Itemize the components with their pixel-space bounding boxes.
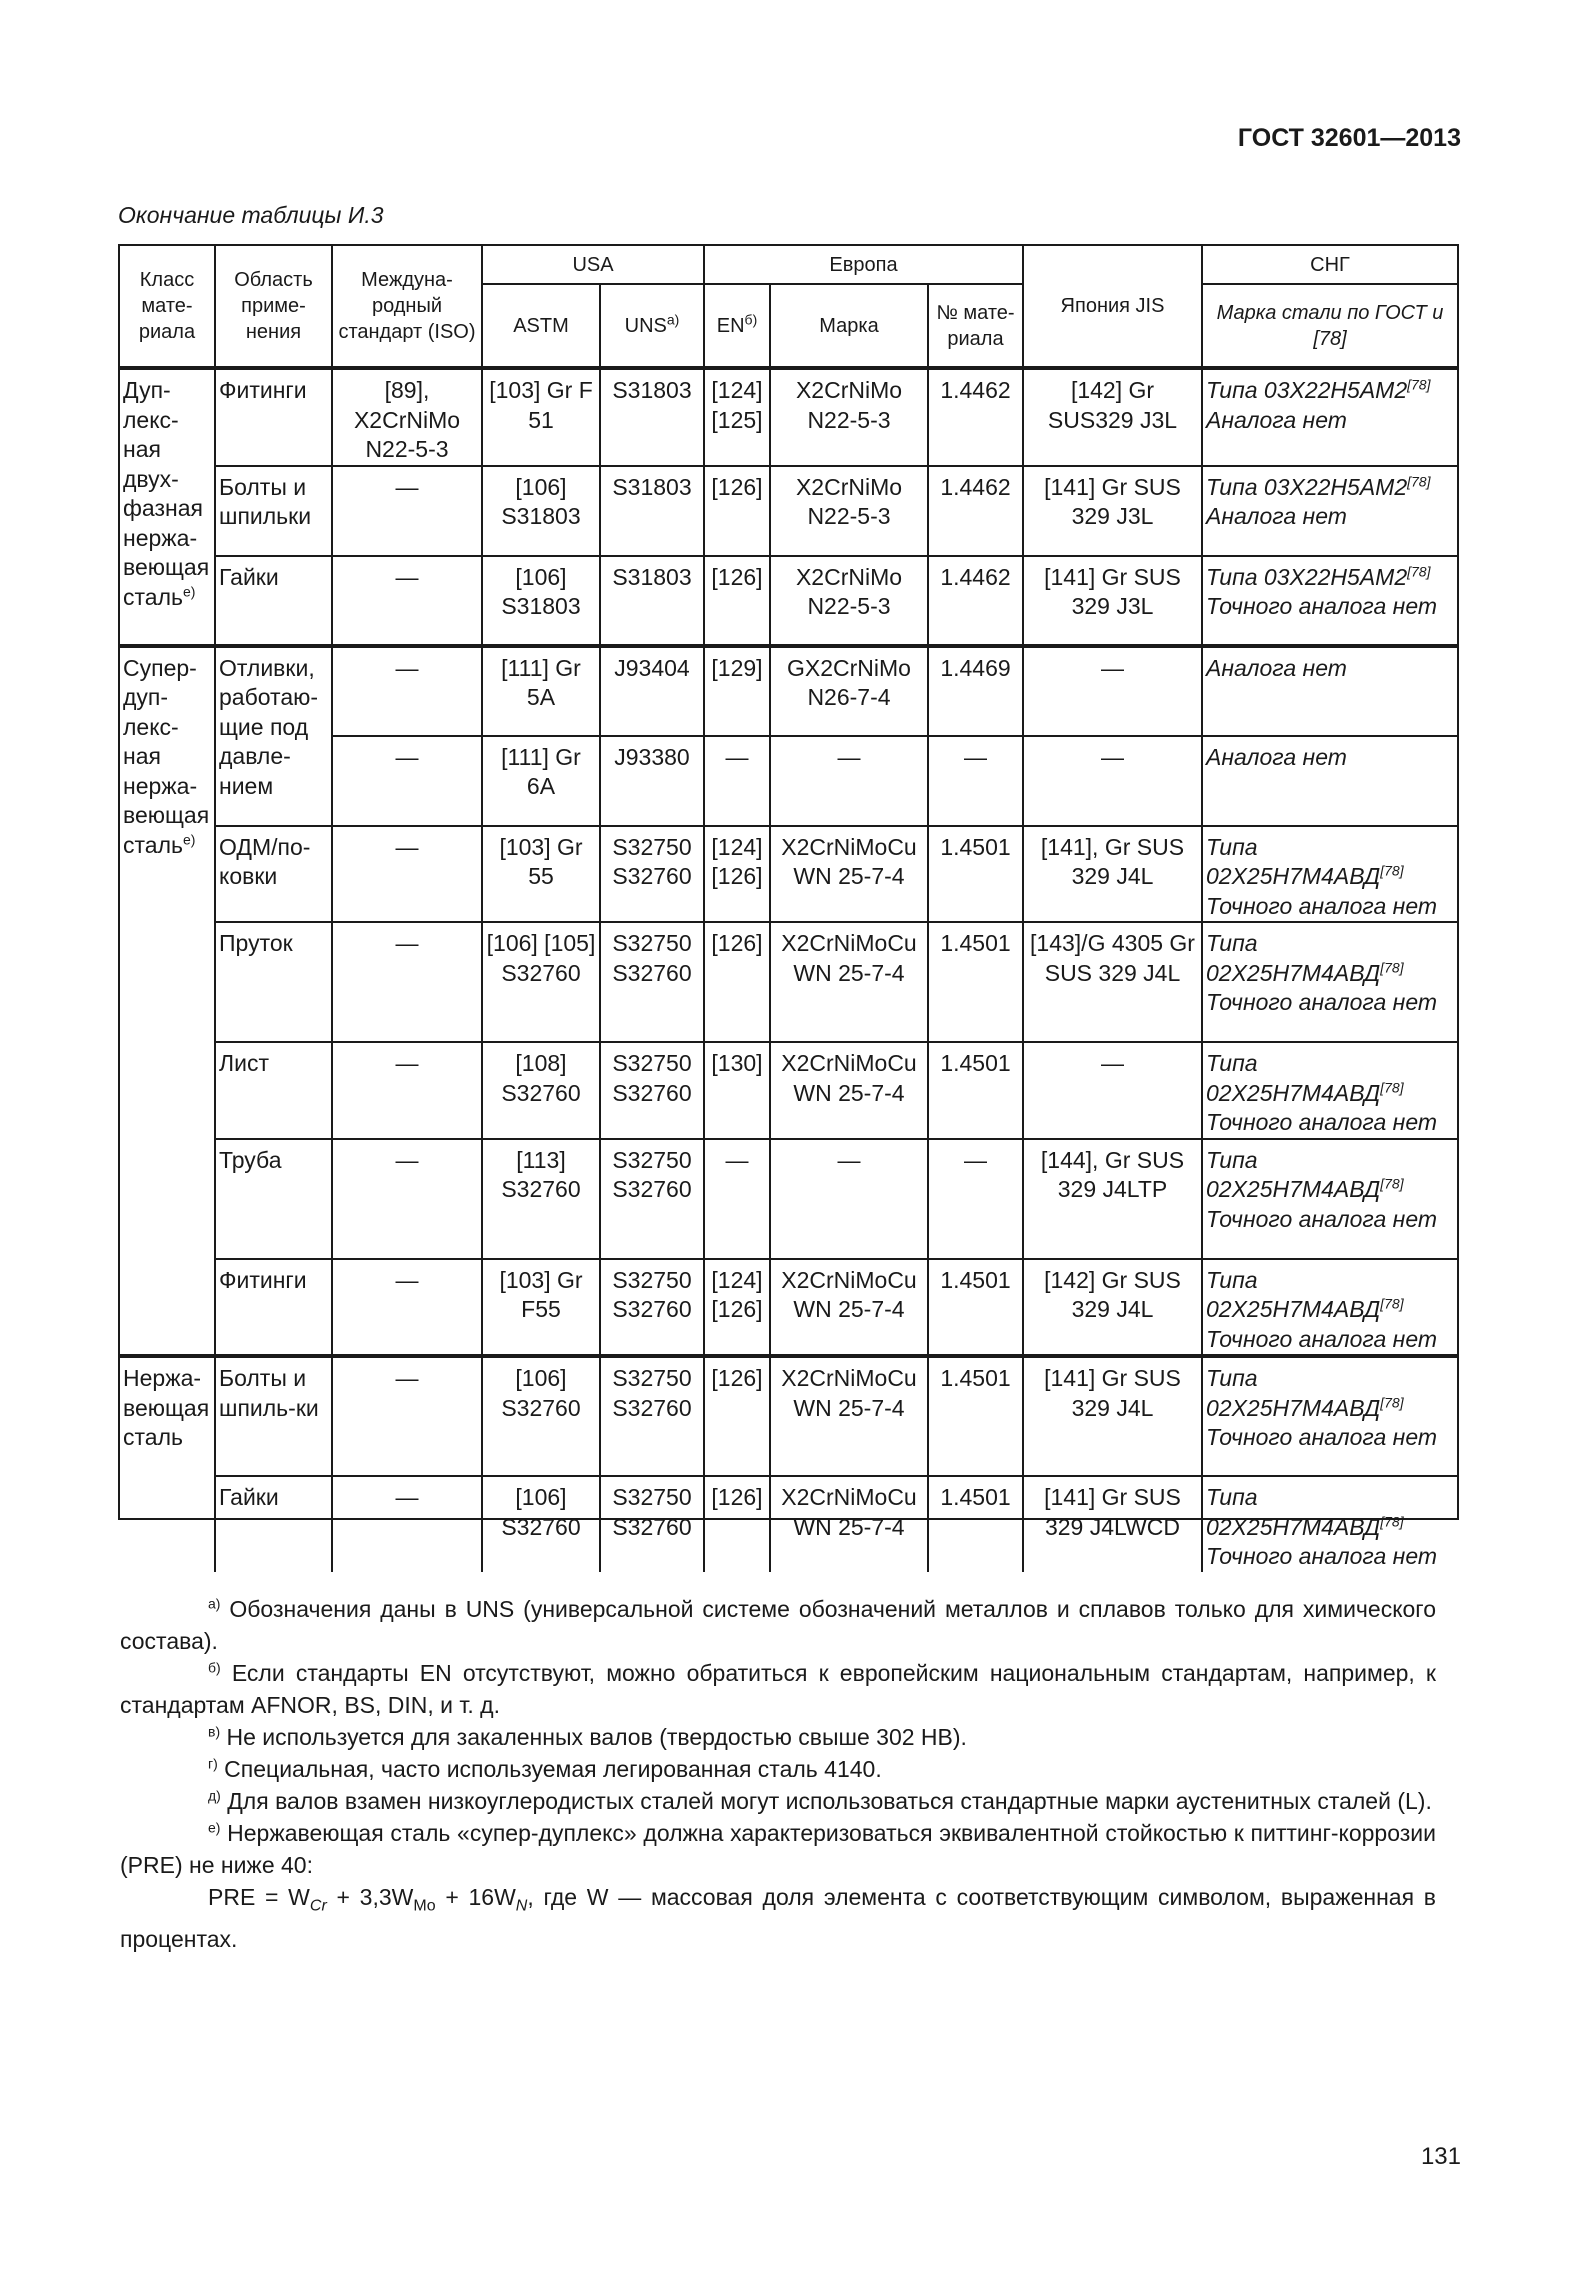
- table-row: [120, 826, 1457, 923]
- group-stainless: Нержа-веющая сталь: [120, 1356, 215, 1572]
- group-superduplex: Супер-дуп-лекс-ная нержа-веющая сталь$^{е)}$: [120, 646, 215, 1357]
- footnote-e: $^{е)}$ Нержавеющая сталь «супер-дуплекс» должна характеризоваться эквивалентной стойкостью к питтинг-коррозии (PRE) не ниже 40:: [120, 1819, 1436, 1878]
- table-row: [120, 1476, 1457, 1572]
- cell-uns: J93380: [600, 736, 704, 826]
- cell-matnum: 1.4501: [928, 1259, 1023, 1357]
- footnote-d: $^{д)}$ Для валов взамен низкоуглеродистых сталей могут использоваться стандартные марки аустенитных сталей (L).: [208, 1787, 1432, 1814]
- cell-astm: [113] S32760: [482, 1139, 600, 1259]
- cell-jis: [141] Gr SUS 329 J4L: [1023, 1356, 1202, 1476]
- cell-uns: S32750 S32760: [600, 1139, 704, 1259]
- cell-gost: Типа 02Х25Н7М4АВД[78] Точного аналога нет: [1202, 1476, 1457, 1572]
- table-row: [120, 646, 1457, 736]
- cell-iso: —: [332, 1476, 482, 1572]
- cell-en: [129]: [704, 646, 770, 736]
- cell-mark: X2CrNiMoCu WN 25-7-4: [770, 1042, 928, 1139]
- col-class: Класс мате-риала: [120, 246, 215, 368]
- cell-jis: [141] Gr SUS 329 J3L: [1023, 466, 1202, 556]
- cell-gost: Типа 02Х25Н7М4АВД[78] Точного аналога нет: [1202, 922, 1457, 1042]
- cell-iso: —: [332, 556, 482, 646]
- cell-matnum: —: [928, 736, 1023, 826]
- cell-mark: X2CrNiMo N22-5-3: [770, 368, 928, 466]
- table-row: [120, 1356, 1457, 1476]
- cell-en: —: [704, 736, 770, 826]
- cell-area: Болты и шпильки: [215, 466, 332, 556]
- col-mark: Марка: [770, 284, 928, 368]
- cell-area: Труба: [215, 1139, 332, 1259]
- cell-matnum: 1.4501: [928, 1356, 1023, 1476]
- cell-matnum: 1.4501: [928, 922, 1023, 1042]
- cell-gost: Типа 03Х22Н5АМ2[78] Аналога нет: [1202, 368, 1457, 466]
- cell-mark: X2CrNiMoCu WN 25-7-4: [770, 826, 928, 923]
- pre-formula: PRE = $W_{Cr} + 3,3W_{Mo} + 16W_N$, где W — массовая доля элемента с соответствующим символом, выраженная в процентах.: [120, 1884, 1436, 1952]
- cell-iso: —: [332, 922, 482, 1042]
- cell-gost: Типа 03Х22Н5АМ2[78] Точного аналога нет: [1202, 556, 1457, 646]
- col-gost: Марка стали по ГОСТ и [78]: [1202, 284, 1457, 368]
- cell-area: Гайки: [215, 1476, 332, 1572]
- cell-jis: [144], Gr SUS 329 J4LTP: [1023, 1139, 1202, 1259]
- cell-matnum: 1.4501: [928, 1476, 1023, 1572]
- cell-mark: X2CrNiMo N22-5-3: [770, 466, 928, 556]
- cell-gost: Аналога нет: [1202, 736, 1457, 826]
- cell-astm: [108] S32760: [482, 1042, 600, 1139]
- col-europe: Европа: [704, 246, 1023, 284]
- cell-gost: Аналога нет: [1202, 646, 1457, 736]
- cell-en: —: [704, 1139, 770, 1259]
- cell-area: ОДМ/по-ковки: [215, 826, 332, 923]
- cell-jis: —: [1023, 646, 1202, 736]
- standard-number: ГОСТ 32601—2013: [1237, 124, 1461, 152]
- col-en: $EN^{б)}$: [704, 284, 770, 368]
- cell-matnum: 1.4501: [928, 826, 1023, 923]
- col-uns: $UNS^{а)}$: [600, 284, 704, 368]
- col-cis: СНГ: [1202, 246, 1457, 284]
- cell-uns: S31803: [600, 556, 704, 646]
- cell-astm: [106] S32760: [482, 1356, 600, 1476]
- cell-matnum: 1.4501: [928, 1042, 1023, 1139]
- cell-jis: [141] Gr SUS 329 J3L: [1023, 556, 1202, 646]
- cell-jis: [143]/G 4305 Gr SUS 329 J4L: [1023, 922, 1202, 1042]
- cell-area: Гайки: [215, 556, 332, 646]
- cell-uns: S32750 S32760: [600, 1356, 704, 1476]
- footnotes: [120, 1593, 1436, 1955]
- col-area: Область приме-нения: [215, 246, 332, 368]
- cell-matnum: 1.4462: [928, 556, 1023, 646]
- table-row: [120, 556, 1457, 646]
- cell-en: [124] [126]: [704, 1259, 770, 1357]
- footnote-v: $^{в)}$ Не используется для закаленных валов (твердостью свыше 302 НВ).: [208, 1723, 967, 1750]
- table-row: [120, 1259, 1457, 1357]
- cell-astm: [111] Gr 5A: [482, 646, 600, 736]
- cell-en: [130]: [704, 1042, 770, 1139]
- table-row: [120, 466, 1457, 556]
- cell-area: Лист: [215, 1042, 332, 1139]
- cell-gost: Типа 02Х25Н7М4АВД[78] Точного аналога нет: [1202, 826, 1457, 923]
- cell-jis: [141] Gr SUS 329 J4LWCD: [1023, 1476, 1202, 1572]
- cell-gost: Типа 02Х25Н7М4АВД[78] Точного аналога нет: [1202, 1139, 1457, 1259]
- cell-astm: [103] Gr F 51: [482, 368, 600, 466]
- cell-iso: —: [332, 1356, 482, 1476]
- col-astm: ASTM: [482, 284, 600, 368]
- cell-mark: X2CrNiMoCu WN 25-7-4: [770, 1476, 928, 1572]
- footnote-g: $^{г)}$ Специальная, часто используемая легированная сталь 4140.: [208, 1755, 882, 1782]
- cell-astm: [106] S31803: [482, 466, 600, 556]
- table-row: [120, 922, 1457, 1042]
- cell-uns: S32750 S32760: [600, 922, 704, 1042]
- col-usa: USA: [482, 246, 704, 284]
- cell-mark: —: [770, 1139, 928, 1259]
- table-row: [120, 1042, 1457, 1139]
- cell-jis: —: [1023, 736, 1202, 826]
- cell-mark: X2CrNiMoCu WN 25-7-4: [770, 1356, 928, 1476]
- cell-mark: —: [770, 736, 928, 826]
- cell-area: Фитинги: [215, 1259, 332, 1357]
- cell-astm: [106] S31803: [482, 556, 600, 646]
- cell-matnum: 1.4462: [928, 368, 1023, 466]
- cell-uns: J93404: [600, 646, 704, 736]
- cell-matnum: 1.4469: [928, 646, 1023, 736]
- cell-gost: Типа 02Х25Н7М4АВД[78] Точного аналога нет: [1202, 1042, 1457, 1139]
- cell-uns: S32750 S32760: [600, 1259, 704, 1357]
- cell-iso: —: [332, 466, 482, 556]
- cell-gost: Типа 02Х25Н7М4АВД[78] Точного аналога нет: [1202, 1356, 1457, 1476]
- materials-table: [118, 244, 1459, 1569]
- cell-mark: X2CrNiMo N22-5-3: [770, 556, 928, 646]
- cell-gost: Типа 02Х25Н7М4АВД[78] Точного аналога нет: [1202, 1259, 1457, 1357]
- cell-iso: —: [332, 1139, 482, 1259]
- cell-uns: S31803: [600, 368, 704, 466]
- cell-area: Болты и шпиль-ки: [215, 1356, 332, 1476]
- cell-en: [124] [125]: [704, 368, 770, 466]
- page-number: 131: [1420, 2143, 1461, 2170]
- col-iso: Междуна-родный стандарт (ISO): [332, 246, 482, 368]
- cell-astm: [106] S32760: [482, 1476, 600, 1572]
- cell-area: Фитинги: [215, 368, 332, 466]
- cell-iso: —: [332, 1042, 482, 1139]
- table-row: [120, 1139, 1457, 1259]
- cell-astm: [103] Gr F55: [482, 1259, 600, 1357]
- cell-matnum: 1.4462: [928, 466, 1023, 556]
- cell-gost: Типа 03Х22Н5АМ2[78] Аналога нет: [1202, 466, 1457, 556]
- col-matnum: № мате-риала: [928, 284, 1023, 368]
- cell-iso: —: [332, 646, 482, 736]
- cell-area: Отливки, работаю-щие под давле-нием: [215, 646, 332, 826]
- cell-area: Пруток: [215, 922, 332, 1042]
- cell-iso: [89], X2CrNiMo N22-5-3: [332, 368, 482, 466]
- footnote-a: $^{а)}$ Обозначения даны в UNS (универсальной системе обозначений металлов и сплавов только для химического состава).: [120, 1595, 1436, 1654]
- cell-mark: X2CrNiMoCu WN 25-7-4: [770, 1259, 928, 1357]
- cell-uns: S32750 S32760: [600, 826, 704, 923]
- cell-astm: [111] Gr 6A: [482, 736, 600, 826]
- cell-mark: X2CrNiMoCu WN 25-7-4: [770, 922, 928, 1042]
- cell-uns: S32750 S32760: [600, 1476, 704, 1572]
- cell-astm: [106] [105] S32760: [482, 922, 600, 1042]
- cell-jis: [142] Gr SUS 329 J4L: [1023, 1259, 1202, 1357]
- cell-mark: GX2CrNiMo N26-7-4: [770, 646, 928, 736]
- cell-jis: —: [1023, 1042, 1202, 1139]
- cell-uns: S31803: [600, 466, 704, 556]
- cell-iso: —: [332, 1259, 482, 1357]
- cell-en: [126]: [704, 556, 770, 646]
- table-row: [120, 368, 1457, 466]
- footnote-b: $^{б)}$ Если стандарты EN отсутствуют, можно обратиться к европейским национальным стандартам, например, к стандартам AFNOR, BS, DIN, и т. д.: [120, 1659, 1436, 1718]
- cell-iso: —: [332, 736, 482, 826]
- cell-jis: [141], Gr SUS 329 J4L: [1023, 826, 1202, 923]
- cell-en: [126]: [704, 1476, 770, 1572]
- cell-astm: [103] Gr 55: [482, 826, 600, 923]
- col-japan: Япония JIS: [1023, 246, 1202, 368]
- group-duplex: Дуп-лекс-ная двух-фазная нержа-веющая сталь$^{е)}$: [120, 368, 215, 646]
- cell-uns: S32750 S32760: [600, 1042, 704, 1139]
- cell-en: [126]: [704, 466, 770, 556]
- cell-matnum: —: [928, 1139, 1023, 1259]
- cell-iso: —: [332, 826, 482, 923]
- cell-en: [126]: [704, 922, 770, 1042]
- cell-en: [126]: [704, 1356, 770, 1476]
- cell-en: [124] [126]: [704, 826, 770, 923]
- table-caption: Окончание таблицы И.3: [118, 202, 384, 228]
- cell-jis: [142] Gr SUS329 J3L: [1023, 368, 1202, 466]
